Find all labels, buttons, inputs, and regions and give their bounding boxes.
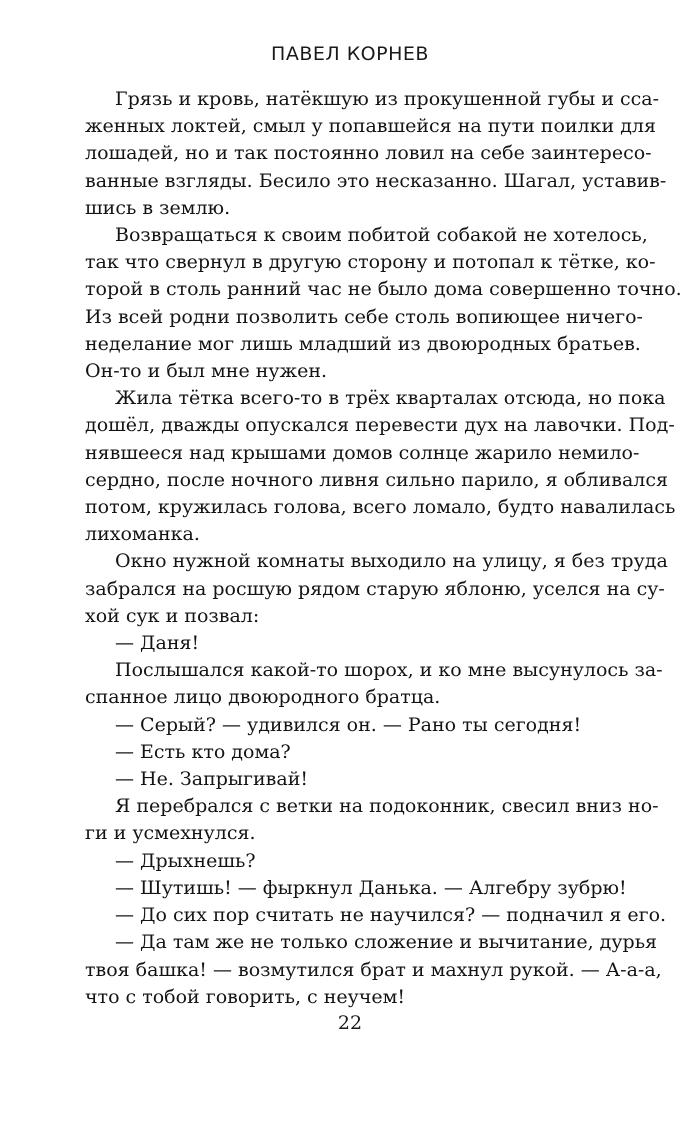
text-line: — Шутишь! — фыркнул Данька. — Алгебру зубрю! xyxy=(115,876,627,899)
text-line: забрался на росшую рядом старую яблоню, уселся на су- xyxy=(85,577,665,600)
text-line: лошадей, но и так постоянно ловил на себе заинтересо- xyxy=(85,142,652,165)
page-number: 22 xyxy=(337,1012,363,1034)
text-line: что с тобой говорить, с неучем! xyxy=(85,985,406,1008)
text-line: нявшееся над крышами домов солнце жарило немило- xyxy=(85,441,640,464)
text-line: — До сих пор считать не научился? — подначил я его. xyxy=(115,904,667,927)
running-head-author: ПАВЕЛ КОРНЕВ xyxy=(271,43,429,65)
text-line: Жила тётка всего-то в трёх кварталах отсюда, но пока xyxy=(115,387,666,410)
text-line: женных локтей, смыл у попавшейся на пути поилки для xyxy=(85,115,656,138)
text-line: — Серый? — удивился он. — Рано ты сегодня! xyxy=(115,713,582,736)
text-line: Грязь и кровь, натёкшую из прокушенной губы и сса- xyxy=(115,88,660,110)
text-line: неделание мог лишь младший из двоюродных братьев. xyxy=(85,332,641,355)
text-line: хой сук и позвал: xyxy=(85,604,260,627)
text-line: твоя башка! — возмутился брат и махнул рукой. — А-а-а, xyxy=(85,958,662,981)
text-line: Он-то и был мне нужен. xyxy=(85,360,328,383)
text-line: — Есть кто дома? xyxy=(115,740,291,763)
text-line: ги и усмехнулся. xyxy=(85,822,256,845)
text-line: — Даня! xyxy=(115,632,200,655)
text-line: Возвращаться к своим побитой собакой не хотелось, xyxy=(115,224,648,247)
text-line: лихоманка. xyxy=(85,523,200,546)
text-line: — Да там же не только сложение и вычитание, дурья xyxy=(115,931,658,954)
text-line: Окно нужной комнаты выходило на улицу, я без труда xyxy=(115,550,668,573)
text-line: спанное лицо двоюродного братца. xyxy=(85,686,441,709)
body-text xyxy=(85,86,682,1011)
text-line: Я перебрался с ветки на подоконник, свесил вниз но- xyxy=(115,795,659,818)
text-line: потом, кружилась голова, всего ломало, будто навалилась xyxy=(85,496,676,519)
text-line: так что свернул в другую сторону и потопал к тётке, ко- xyxy=(85,251,656,274)
text-line: Послышался какой-то шорох, и ко мне высунулось за- xyxy=(115,659,663,682)
text-line: дошёл, дважды опускался перевести дух на лавочки. Под- xyxy=(85,414,675,437)
text-line: сердно, после ночного ливня сильно парило, я обливался xyxy=(85,468,668,491)
text-line: торой в столь ранний час не было дома совершенно точно. xyxy=(85,278,682,301)
text-line: — Не. Запрыгивай! xyxy=(115,768,308,791)
text-line: ванные взгляды. Бесило это несказанно. Шагал, уставив- xyxy=(85,169,667,192)
text-line: — Дрыхнешь? xyxy=(115,849,256,872)
text-line: шись в землю. xyxy=(85,196,231,219)
text-line: Из всей родни позволить себе столь вопиющее ничего- xyxy=(85,305,643,328)
